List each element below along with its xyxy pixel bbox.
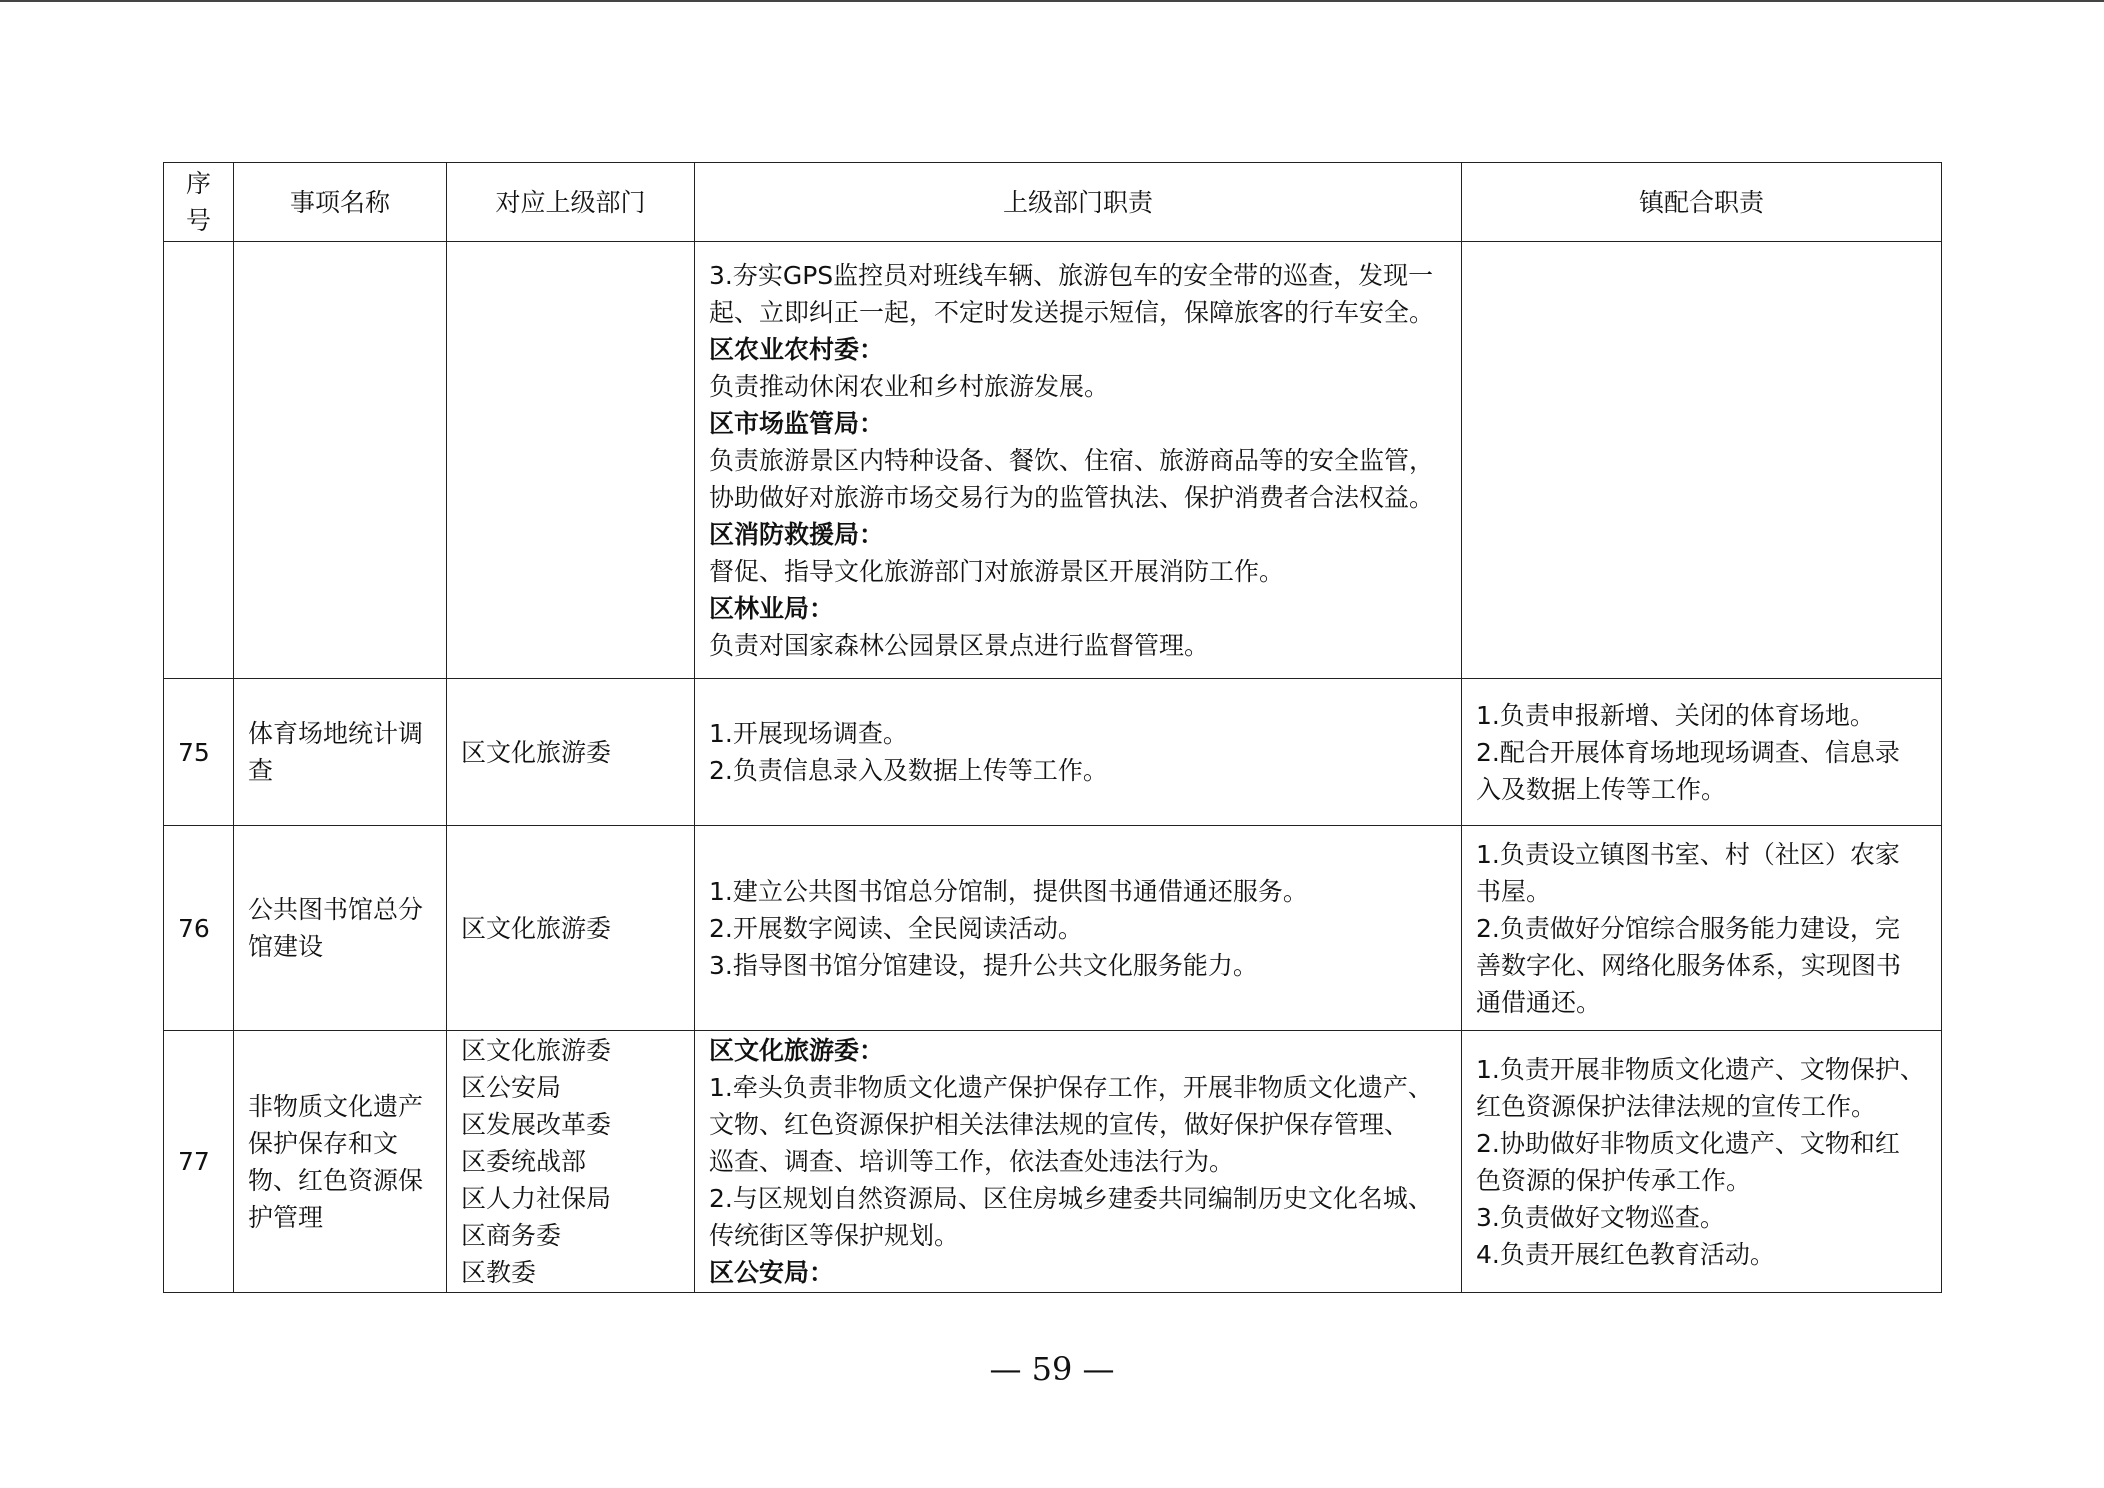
header-seq-line: 序 xyxy=(185,169,211,198)
dept-heading: 区市场监管局： xyxy=(709,408,885,438)
header-upper-dept: 对应上级部门 xyxy=(447,163,695,242)
dept-line: 区教委 xyxy=(461,1258,537,1287)
dept-heading: 区公安局： xyxy=(709,1258,835,1287)
town-duty-line: 入及数据上传等工作。 xyxy=(1476,774,1727,804)
dept-line: 区发展改革委 xyxy=(461,1110,612,1139)
duty-line: 督促、指导文化旅游部门对旅游景区开展消防工作。 xyxy=(709,556,1285,586)
dept-cell xyxy=(447,242,695,679)
header-town-duty: 镇配合职责 xyxy=(1462,163,1942,242)
duty-line: 传统街区等保护规划。 xyxy=(709,1221,960,1250)
duty-line: 协助做好对旅游市场交易行为的监管执法、保护消费者合法权益。 xyxy=(709,482,1435,512)
duty-line: 负责推动休闲农业和乡村旅游发展。 xyxy=(709,371,1110,401)
town-duty-line: 善数字化、网络化服务体系，实现图书 xyxy=(1476,950,1902,980)
table-row xyxy=(164,1031,1942,1293)
header-item-name: 事项名称 xyxy=(234,163,447,242)
dept-line: 区商务委 xyxy=(461,1221,562,1250)
dept-line: 区文化旅游委 xyxy=(461,737,612,767)
duty-table xyxy=(163,162,1942,1293)
item-name-line: 保护保存和文 xyxy=(248,1128,399,1158)
page-number: — 59 — xyxy=(989,1350,1115,1388)
town-duty-line: 2.协助做好非物质文化遗产、文物和红 xyxy=(1476,1128,1900,1158)
upper-duty-cell xyxy=(695,679,1462,826)
header-seq xyxy=(164,163,234,242)
duty-line: 2.开展数字阅读、全民阅读活动。 xyxy=(709,913,1083,943)
dept-cell xyxy=(447,1031,695,1293)
duty-line: 3.指导图书馆分馆建设，提升公共文化服务能力。 xyxy=(709,950,1258,980)
row-number: 77 xyxy=(164,1031,234,1293)
town-duty-line: 1.负责开展非物质文化遗产、文物保护、 xyxy=(1476,1054,1925,1084)
item-name-cell xyxy=(234,242,447,679)
duty-line: 巡查、调查、培训等工作，依法查处违法行为。 xyxy=(709,1147,1235,1176)
town-duty-line: 3.负责做好文物巡查。 xyxy=(1476,1202,1725,1232)
town-duty-cell xyxy=(1462,1031,1942,1293)
item-name-line: 非物质文化遗产 xyxy=(248,1091,424,1121)
item-name-line: 物、红色资源保 xyxy=(248,1165,424,1195)
item-name-line: 体育场地统计调 xyxy=(248,719,424,748)
item-name-cell xyxy=(234,826,447,1031)
item-name-cell xyxy=(234,1031,447,1293)
dept-line: 区委统战部 xyxy=(461,1147,587,1176)
header-upper-duty: 上级部门职责 xyxy=(695,163,1462,242)
town-duty-cell xyxy=(1462,242,1942,679)
duty-line: 3.夯实GPS监控员对班线车辆、旅游包车的安全带的巡查，发现一 xyxy=(709,260,1434,290)
row-number xyxy=(164,242,234,679)
table-header-row xyxy=(164,163,1942,242)
duty-line: 起、立即纠正一起，不定时发送提示短信，保障旅客的行车安全。 xyxy=(709,297,1435,327)
dept-line: 区文化旅游委 xyxy=(461,913,612,943)
town-duty-line: 通借通还。 xyxy=(1476,987,1602,1017)
item-name-line: 查 xyxy=(248,756,274,785)
table-row xyxy=(164,826,1942,1031)
town-duty-line: 2.负责做好分馆综合服务能力建设，完 xyxy=(1476,913,1900,943)
town-duty-line: 色资源的保护传承工作。 xyxy=(1476,1165,1752,1195)
dept-line: 区公安局 xyxy=(461,1073,562,1102)
town-duty-line: 2.配合开展体育场地现场调查、信息录 xyxy=(1476,737,1900,767)
duty-line: 负责旅游景区内特种设备、餐饮、住宿、旅游商品等的安全监管， xyxy=(709,445,1435,475)
row-number: 76 xyxy=(164,826,234,1031)
duty-line: 文物、红色资源保护相关法律法规的宣传，做好保护保存管理、 xyxy=(709,1110,1410,1139)
dept-line: 区人力社保局 xyxy=(461,1184,612,1213)
town-duty-line: 红色资源保护法律法规的宣传工作。 xyxy=(1476,1091,1877,1121)
dept-cell xyxy=(447,826,695,1031)
page-top-border xyxy=(0,0,2104,2)
town-duty-cell xyxy=(1462,826,1942,1031)
table-row xyxy=(164,242,1942,679)
item-name-cell xyxy=(234,679,447,826)
duty-line: 1.牵头负责非物质文化遗产保护保存工作，开展非物质文化遗产、 xyxy=(709,1073,1433,1102)
dept-cell xyxy=(447,679,695,826)
dept-heading: 区消防救援局： xyxy=(709,519,885,549)
item-name-line: 公共图书馆总分 xyxy=(248,895,424,924)
upper-duty-cell xyxy=(695,1031,1462,1293)
dept-line: 区文化旅游委 xyxy=(461,1036,612,1065)
town-duty-line: 1.负责设立镇图书室、村（社区）农家 xyxy=(1476,839,1900,869)
dept-heading: 区林业局： xyxy=(709,593,835,623)
row-number: 75 xyxy=(164,679,234,826)
item-name-line: 护管理 xyxy=(248,1202,324,1232)
item-name-line: 馆建设 xyxy=(248,932,324,961)
dept-heading: 区文化旅游委： xyxy=(709,1036,885,1065)
duty-line: 负责对国家森林公园景区景点进行监督管理。 xyxy=(709,630,1210,660)
town-duty-line: 4.负责开展红色教育活动。 xyxy=(1476,1239,1775,1269)
header-seq-line: 号 xyxy=(185,206,211,235)
upper-duty-cell xyxy=(695,826,1462,1031)
duty-line: 1.建立公共图书馆总分馆制，提供图书通借通还服务。 xyxy=(709,876,1308,906)
table-row xyxy=(164,679,1942,826)
upper-duty-cell xyxy=(695,242,1462,679)
duty-line: 2.负责信息录入及数据上传等工作。 xyxy=(709,756,1108,785)
town-duty-line: 1.负责申报新增、关闭的体育场地。 xyxy=(1476,700,1875,730)
town-duty-line: 书屋。 xyxy=(1476,876,1552,906)
dept-heading: 区农业农村委： xyxy=(709,334,885,364)
duty-line: 2.与区规划自然资源局、区住房城乡建委共同编制历史文化名城、 xyxy=(709,1184,1433,1213)
town-duty-cell xyxy=(1462,679,1942,826)
duty-line: 1.开展现场调查。 xyxy=(709,719,908,748)
